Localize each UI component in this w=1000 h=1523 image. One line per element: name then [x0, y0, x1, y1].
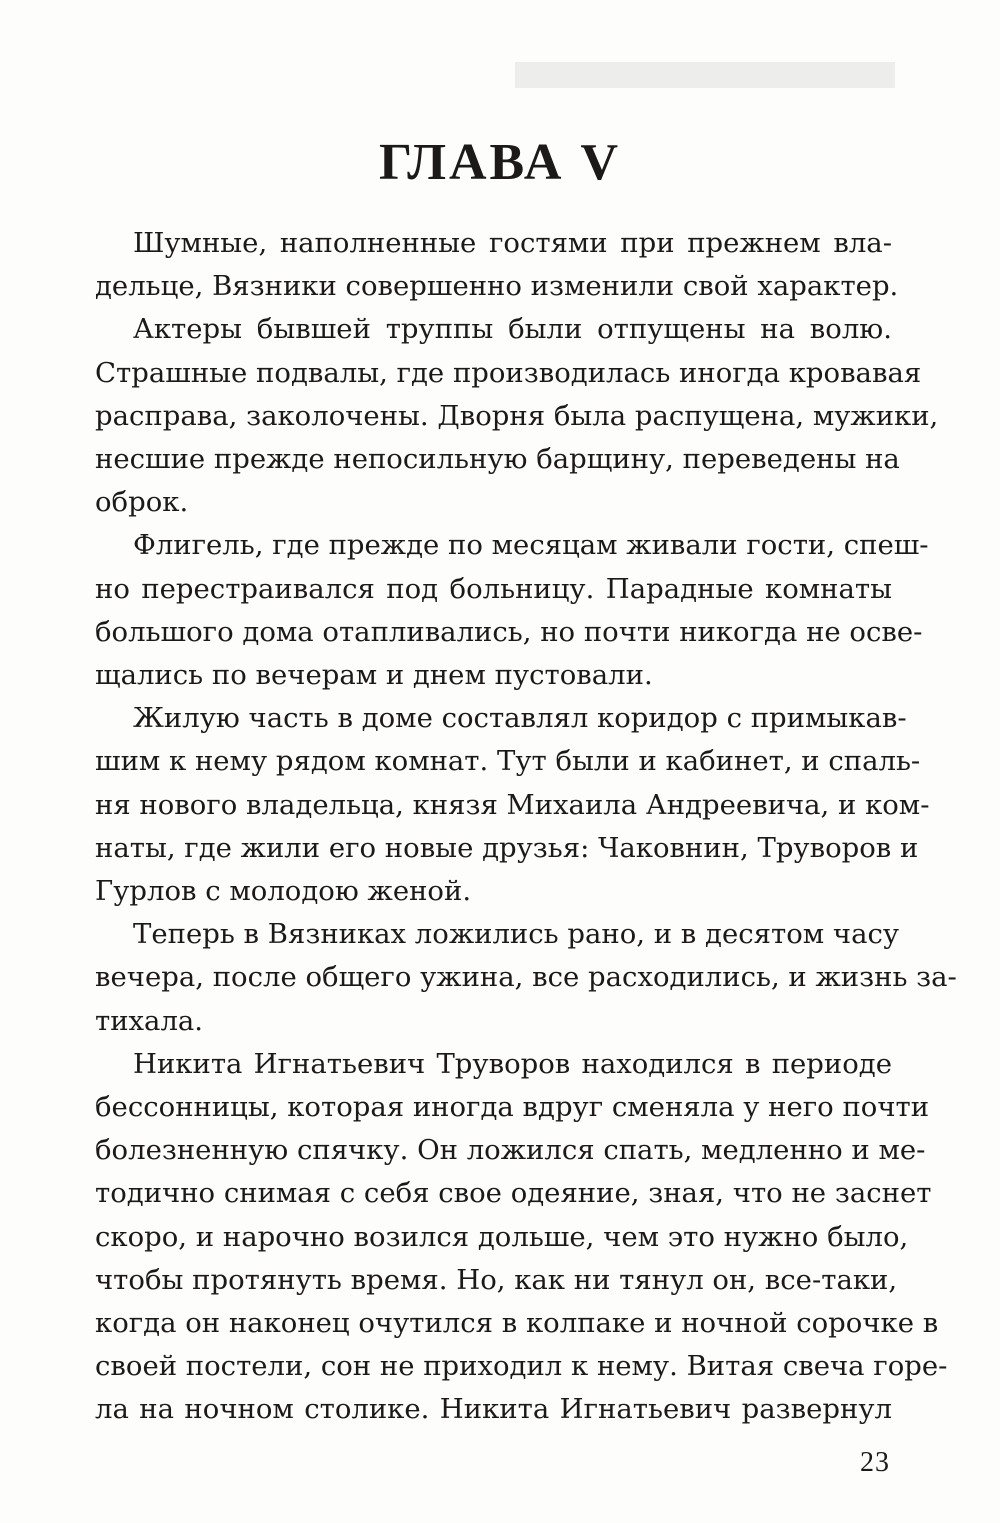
text-line: ня нового владельца, князя Михаила Андреевича, и ком-: [95, 788, 930, 821]
text-line: Теперь в Вязниках ложились рано, и в десятом часу: [133, 918, 900, 951]
page-number: 23: [860, 1447, 890, 1478]
text-line: ла на ночном столике. Никита Игнатьевич развернул: [95, 1393, 892, 1426]
text-line: щались по вечерам и днем пустовали.: [95, 659, 653, 691]
bleed-through-marks: [515, 52, 895, 96]
text-line: Гурлов с молодою женой.: [95, 875, 472, 907]
text-line: но перестраивался под больницу. Парадные комнаты: [95, 572, 892, 605]
text-line: большого дома отапливались, но почти никогда не осве-: [95, 615, 923, 648]
text-line: когда он наконец очутился в колпаке и ночной сорочке в: [95, 1307, 939, 1339]
text-line: оброк.: [95, 486, 189, 519]
text-line: тодично снимая с себя свое одеяние, зная, что не заснет: [95, 1177, 932, 1210]
text-line: вечера, после общего ужина, все расходились, и жизнь за-: [95, 961, 957, 994]
text-line: наты, где жили его новые друзья: Чаковнин, Труворов и: [95, 831, 919, 864]
text-line: своей постели, сон не приходил к нему. Витая свеча горе-: [95, 1350, 948, 1383]
text-line: несшие прежде непосильную барщину, переведены на: [95, 443, 900, 475]
text-line: расправа, заколочены. Дворня была распущена, мужики,: [95, 399, 939, 432]
text-line: тихала.: [95, 1004, 204, 1037]
text-line: Жилую часть в доме составлял коридор с примыкав-: [133, 702, 907, 735]
text-line: Флигель, где прежде по месяцам живали гости, спеш-: [133, 529, 929, 562]
text-line: чтобы протянуть время. Но, как ни тянул он, все-таки,: [95, 1263, 898, 1296]
text-line: бессонницы, которая иногда вдруг сменяла у него почти: [95, 1091, 930, 1123]
chapter-title: ГЛАВА V: [378, 134, 622, 191]
text-line: Страшные подвалы, где производилась иногда кровавая: [95, 356, 922, 389]
text-line: скоро, и нарочно возился дольше, чем это нужно было,: [95, 1220, 909, 1253]
text-line: дельце, Вязники совершенно изменили свой характер.: [95, 270, 899, 303]
text-line: шим к нему рядом комнат. Тут были и кабинет, и спаль-: [95, 745, 921, 778]
text-line: болезненную спячку. Он ложился спать, медленно и ме-: [95, 1134, 926, 1167]
text-line: Шумные, наполненные гостями при прежнем вла-: [133, 227, 892, 259]
text-line: Актеры бывшей труппы были отпущены на волю.: [133, 313, 892, 346]
text-line: Никита Игнатьевич Труворов находился в периоде: [133, 1047, 892, 1080]
